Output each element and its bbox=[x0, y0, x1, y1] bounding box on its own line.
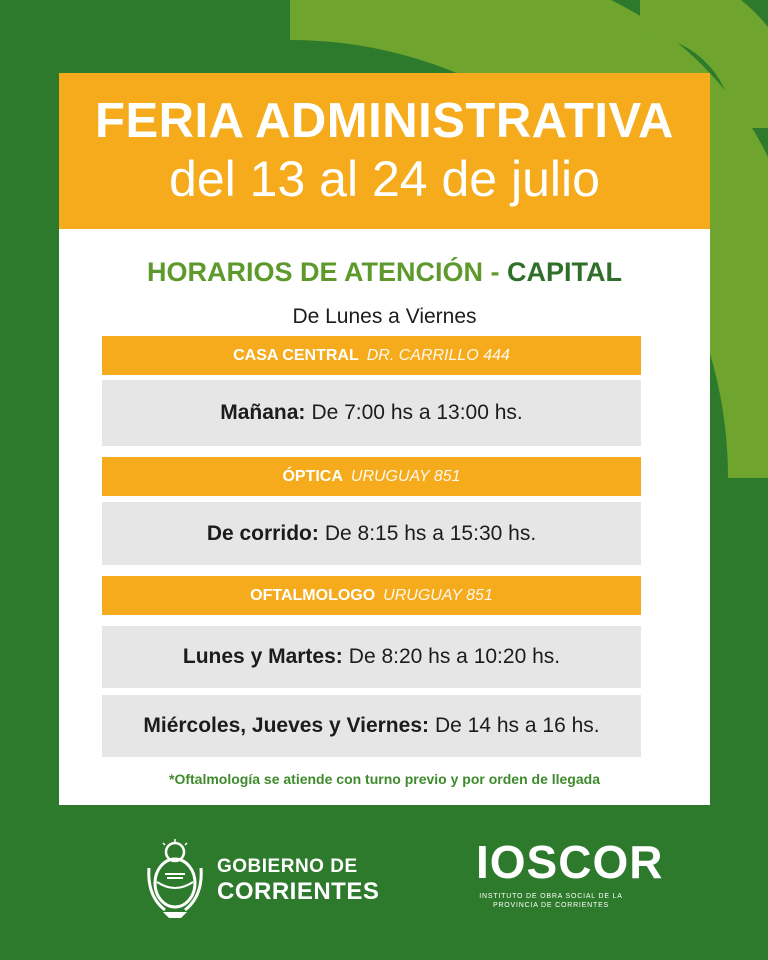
city-label: CAPITAL bbox=[507, 257, 622, 287]
header-banner bbox=[59, 73, 710, 229]
date-range: del 13 al 24 de julio bbox=[169, 151, 600, 207]
section-header-oftalmologo: OFTALMOLOGO URUGUAY 851 bbox=[102, 576, 641, 615]
schedule-title: HORARIOS DE ATENCIÓN - CAPITAL bbox=[146, 257, 622, 287]
schedule-row: Mañana: De 7:00 hs a 13:00 hs. bbox=[102, 380, 641, 446]
footnote: *Oftalmología se atiende con turno previo y por orden de llegada bbox=[169, 771, 600, 787]
main-title: FERIA ADMINISTRATIVA bbox=[95, 94, 674, 148]
ioscor-wordmark: IOSCOR bbox=[476, 836, 664, 888]
schedule-row: De corrido: De 8:15 hs a 15:30 hs. bbox=[102, 502, 641, 565]
schedule-card bbox=[59, 229, 710, 805]
days-label: De Lunes a Viernes bbox=[292, 305, 477, 328]
schedule-row: Lunes y Martes: De 8:20 hs a 10:20 hs. bbox=[102, 626, 641, 688]
ioscor-logo: IOSCOR INSTITUTO DE OBRA SOCIAL DE LA PROVINCIA DE CORRIENTES bbox=[476, 832, 663, 910]
section-header-optica: ÓPTICA URUGUAY 851 bbox=[102, 457, 641, 496]
schedule-row: Miércoles, Jueves y Viernes: De 14 hs a 16 hs. bbox=[102, 695, 641, 757]
section-header-casa-central: CASA CENTRAL DR. CARRILLO 444 bbox=[102, 336, 641, 375]
gobierno-logo-text: GOBIERNO DE CORRIENTES bbox=[217, 856, 380, 905]
coat-of-arms-icon bbox=[143, 838, 207, 922]
